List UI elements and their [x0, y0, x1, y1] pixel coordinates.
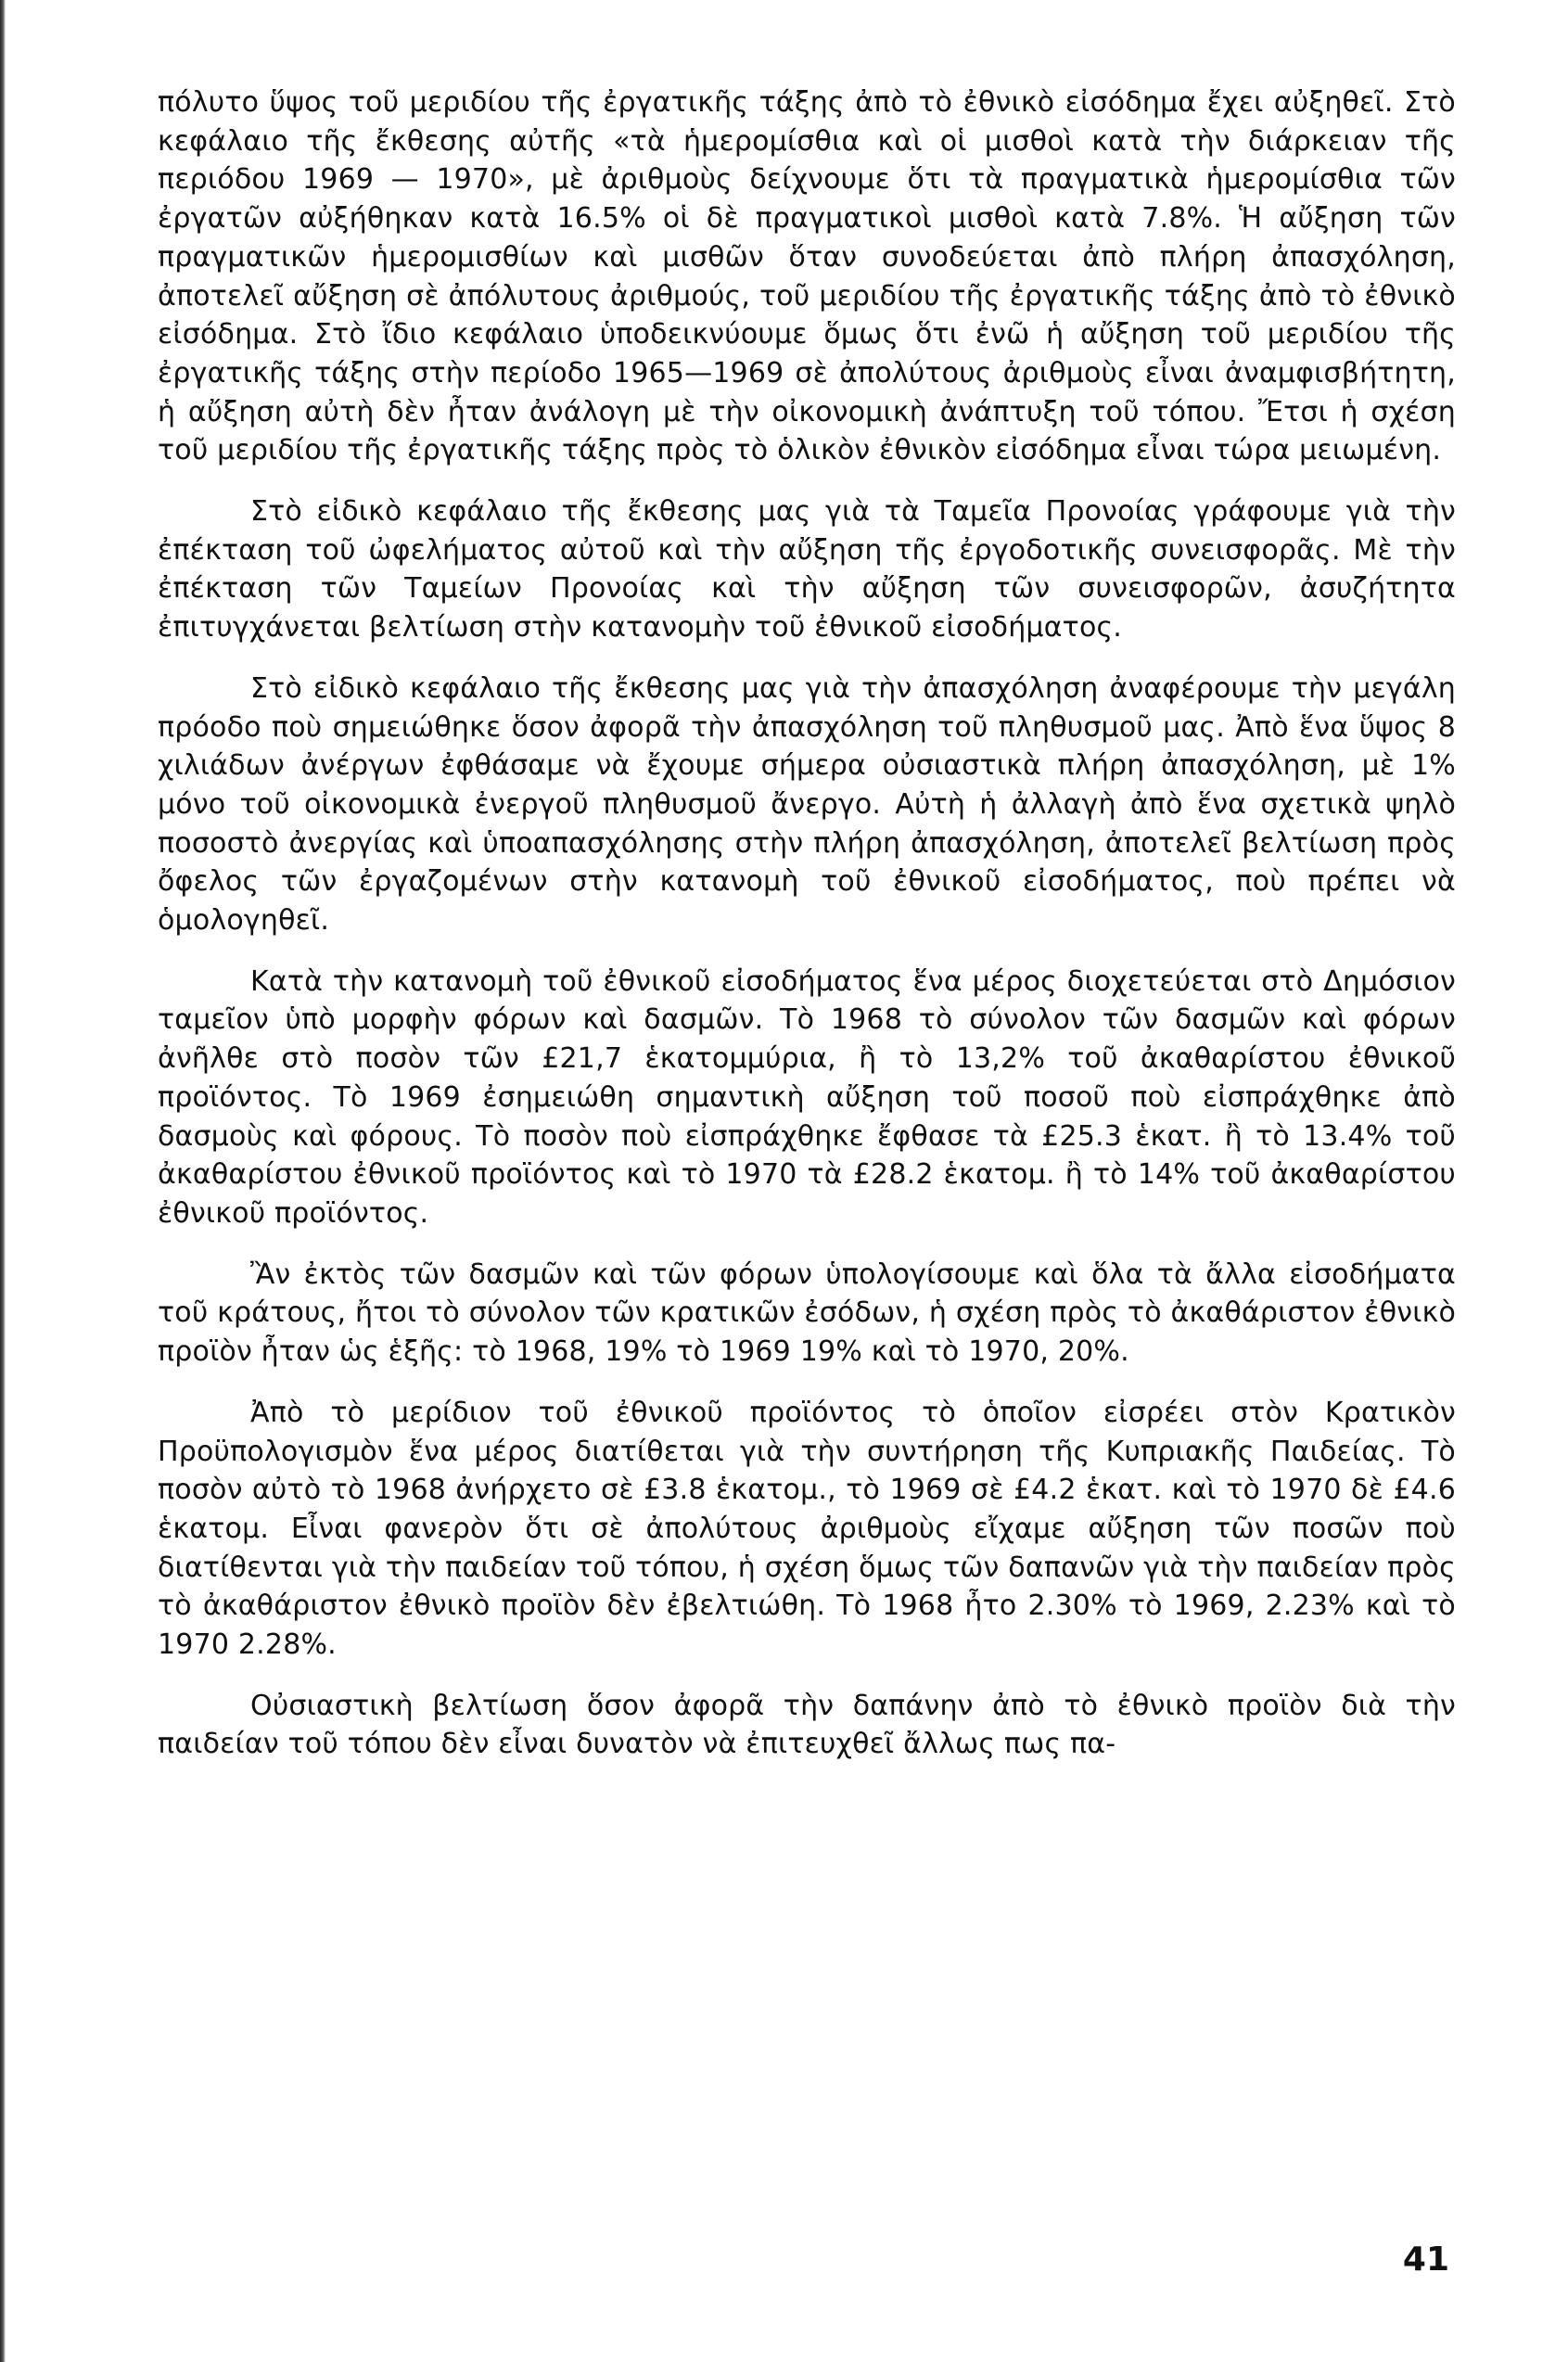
page-body — [158, 83, 1456, 2309]
paragraph-education-improvement: Οὐσιαστικὴ βελτίωση ὅσον ἀφορᾶ τὴν δαπάνην ἀπὸ τὸ ἐθνικὸ προϊὸν διὰ τὴν παιδείαν τοῦ τόπου δὲν εἶναι δυνατὸν νὰ ἐπιτευχθεῖ ἄλλως πως πα- — [158, 1689, 1456, 1761]
scan-edge-shadow — [0, 0, 6, 2362]
paragraph-education-spending: Ἀπὸ τὸ μερίδιον τοῦ ἐθνικοῦ προϊόντος τὸ ὁποῖον εἰσρέει στὸν Κρατικὸν Προϋπολογισμὸν ἕνα μέρος διατίθεται γιὰ τὴν συντήρηση τῆς Κυπριακῆς Παιδείας. Τὸ ποσὸν αὐτὸ τὸ 1968 ἀνήρχετο σὲ £3.8 ἑκατομ., τὸ 1969 σὲ £4.2 ἑκατ. καὶ τὸ 1970 δὲ £4.6 ἑκατομ. Εἶναι φανερὸν ὅτι σὲ ἀπολύτους ἀριθμοὺς εἴχαμε αὔξηση τῶν ποσῶν ποὺ διατίθενται γιὰ τὴν παιδείαν τοῦ τόπου, ἡ σχέση ὅμως τῶν δαπανῶν γιὰ τὴν παιδείαν πρὸς τὸ ἀκαθάριστον ἐθνικὸ προϊὸν δὲν ἐβελτιώθη. Τὸ 1968 ἦτο 2.30% τὸ 1969, 2.23% καὶ τὸ 1970 2.28%. — [158, 1396, 1456, 1662]
paragraph-employment: Στὸ εἰδικὸ κεφάλαιο τῆς ἔκθεσης μας γιὰ τὴν ἀπασχόληση ἀναφέρουμε τὴν μεγάλη πρόοδο ποὺ σημειώθηκε ὅσον ἀφορᾶ τὴν ἀπασχόληση τοῦ πληθυσμοῦ μας. Ἀπὸ ἕνα ὕψος 8 χιλιάδων ἀνέργων ἐφθάσαμε νὰ ἔχουμε σήμερα οὐσιαστικὰ πλήρη ἀπασχόληση, μὲ 1% μόνο τοῦ οἰκονομικὰ ἐνεργοῦ πληθυσμοῦ ἄνεργο. Αὐτὴ ἡ ἀλλαγὴ ἀπὸ ἕνα σχετικὰ ψηλὸ ποσοστὸ ἀνεργίας καὶ ὑποαπασχόλησης στὴν πλήρη ἀπασχόληση, ἀποτελεῖ βελτίωση πρὸς ὄφελος τῶν ἐργαζομένων στὴν κατανομὴ τοῦ ἐθνικοῦ εἰσοδήματος, ποὺ πρέπει νὰ ὁμολογηθεῖ. — [158, 671, 1456, 938]
paragraph-provident-funds: Στὸ εἰδικὸ κεφάλαιο τῆς ἔκθεσης μας γιὰ τὰ Ταμεῖα Προνοίας γράφουμε γιὰ τὴν ἐπέκταση τοῦ ὠφελήματος αὐτοῦ καὶ τὴν αὔξηση τῆς ἐργοδοτικῆς συνεισφορᾶς. Μὲ τὴν ἐπέκταση τῶν Ταμείων Προνοίας καὶ τὴν αὔξηση τῶν συνεισφορῶν, ἀσυζήτητα ἐπιτυγχάνεται βελτίωση στὴν κατανομὴν τοῦ ἐθνικοῦ εἰσοδήματος. — [158, 495, 1456, 645]
paragraph-state-revenue: Ἂν ἐκτὸς τῶν δασμῶν καὶ τῶν φόρων ὑπολογίσουμε καὶ ὅλα τὰ ἄλλα εἰσοδήματα τοῦ κράτους, ἤτοι τὸ σύνολον τῶν κρατικῶν ἐσόδων, ἡ σχέση πρὸς τὸ ἀκαθάριστον ἐθνικὸ προϊὸν ἦταν ὡς ἑξῆς: τὸ 1968, 19% τὸ 1969 19% καὶ τὸ 1970, 20%. — [158, 1258, 1456, 1369]
paragraph-taxes-duties: Κατὰ τὴν κατανομὴ τοῦ ἐθνικοῦ εἰσοδήματος ἕνα μέρος διοχετεύεται στὸ Δημόσιον ταμεῖον ὑπὸ μορφὴν φόρων καὶ δασμῶν. Τὸ 1968 τὸ σύνολον τῶν δασμῶν καὶ φόρων ἀνῆλθε στὸ ποσὸν τῶν £21,7 ἑκατομμύρια, ἢ τὸ 13,2% τοῦ ἀκαθαρίστου ἐθνικοῦ προϊόντος. Τὸ 1969 ἐσημειώθη σημαντικὴ αὔξηση τοῦ ποσοῦ ποὺ εἰσπράχθηκε ἀπὸ δασμοὺς καὶ φόρους. Τὸ ποσὸν ποὺ εἰσπράχθηκε ἔφθασε τὰ £25.3 ἑκατ. ἢ τὸ 13.4% τοῦ ἀκαθαρίστου ἐθνικοῦ προϊόντος καὶ τὸ 1970 τὰ £28.2 ἑκατομ. ἢ τὸ 14% τοῦ ἀκαθαρίστου ἐθνικοῦ προϊόντος. — [158, 964, 1456, 1230]
page-number: 41 — [1402, 2241, 1449, 2279]
paragraph-worker-share: πόλυτο ὕψος τοῦ μεριδίου τῆς ἐργατικῆς τάξης ἀπὸ τὸ ἐθνικὸ εἰσόδημα ἔχει αὐξηθεῖ. Στὸ κεφάλαιο τῆς ἔκθεσης αὐτῆς «τὰ ἡμερομίσθια καὶ οἱ μισθοὶ κατὰ τὴν διάρκειαν τῆς περιόδου 1969 — 1970», μὲ ἀριθμοὺς δείχνουμε ὅτι τὰ πραγματικὰ ἡμερομίσθια τῶν ἐργατῶν αὐξήθηκαν κατὰ 16.5% οἱ δὲ πραγματικοὶ μισθοὶ κατὰ 7.8%. Ἡ αὔξηση τῶν πραγματικῶν ἡμερομισθίων καὶ μισθῶν ὅταν συνοδεύεται ἀπὸ πλήρη ἀπασχόληση, ἀποτελεῖ αὔξηση σὲ ἀπόλυτους ἀριθμούς, τοῦ μεριδίου τῆς ἐργατικῆς τάξης ἀπὸ τὸ ἐθνικὸ εἰσόδημα. Στὸ ἴδιο κεφάλαιο ὑποδεικνύουμε ὅμως ὅτι ἐνῶ ἡ αὔξηση τοῦ μεριδίου τῆς ἐργατικῆς τάξης στὴν περίοδο 1965—1969 σὲ ἀπολύτους ἀριθμοὺς εἶναι ἀναμφισβήτητη, ἡ αὔξηση αὐτὴ δὲν ἦταν ἀνάλογη μὲ τὴν οἰκονομικὴ ἀνάπτυξη τοῦ τόπου. Ἔτσι ἡ σχέση τοῦ μεριδίου τῆς ἐργατικῆς τάξης πρὸς τὸ ὁλικὸν ἐθνικὸν εἰσόδημα εἶναι τώρα μειωμένη. — [158, 86, 1456, 467]
